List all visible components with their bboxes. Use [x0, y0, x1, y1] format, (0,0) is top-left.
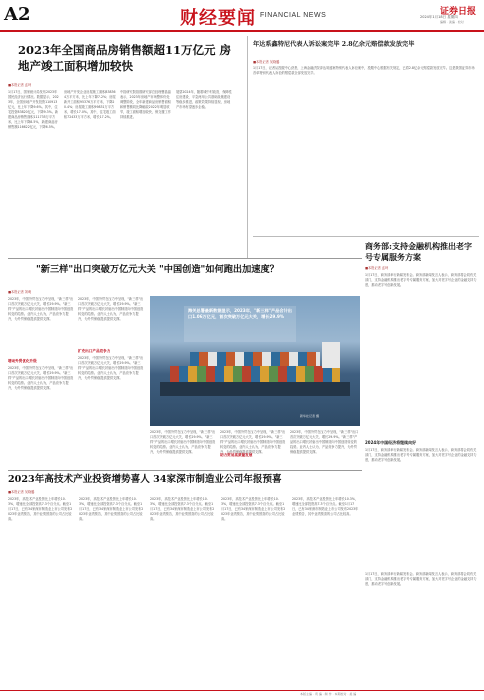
- footer-credits: 本版主编 · 责 编 · 制 作 · 本期校对 · 美 编: [300, 692, 357, 696]
- ship-hull: [160, 382, 350, 396]
- lead-col-1: 1月17日，国家统计局发布2023年国民经济运行情况。数据显示，2023年，全国房地产开发投资110913亿元，比上年下降9.6%。其中，住宅投资83820亿元，下降9.3%。新建商品房销售面积111735万平方米，比上年下降8.5%，新建商品房销售额116622亿元，下降6.5%。: [8, 90, 59, 129]
- photo-credit: 新华社记者 摄: [300, 414, 319, 418]
- bottom-col-2: 2023年，高技术产业投资比上年增长10.3%，增速比全部投资高7.3个百分点。截至1月17日，已有34家深市制造业上市公司发布2023年业绩预告，其中业绩预喜的公司占比较高。: [79, 497, 144, 521]
- right-mid-box-title: 2024年中国经济将继续向好: [365, 440, 417, 445]
- feature-col-5: 2023年，中国外贸在压力中呈现，"新三样"出口首次突破万亿元大关，增长29.9%。"新三样"产品的出口增长折射出中国制造向中国创造转变的趋势。业内人士认为，产品竞争力提升，为外贸保稳提质提供支撑。: [290, 430, 359, 454]
- feature-subhead-2: 扩充出口产品竞争力: [78, 349, 111, 353]
- feature-col-2: 2023年，中国外贸在压力中呈现，"新三样"出口首次突破万亿元大关，增长29.9%。"新三样"产品的出口增长折射出中国制造向中国创造转变的趋势。业内人士认为，产品竞争力提升，为外贸保稳提质提供支撑。: [78, 297, 144, 321]
- bottom-col-1: 2023年，高技术产业投资比上年增长10.3%，增速比全部投资高7.3个百分点。截至1月17日，已有34家深市制造业上市公司发布2023年业绩预告，其中业绩预喜的公司占比较高。: [8, 497, 73, 521]
- footer-rule: [0, 690, 484, 691]
- masthead: [0, 0, 484, 32]
- section-title-en: FINANCIAL NEWS: [260, 12, 327, 19]
- date-line: 2024年1月18日 星期四: [420, 15, 458, 19]
- bottom-byline: ■本报记者 吴晓璐: [8, 490, 35, 494]
- lead-headline: 2023年全国商品房销售额超11万亿元 房地产竣工面积增加较快: [18, 43, 232, 73]
- editor-line: 编辑 · 美编 · 校对: [440, 20, 464, 24]
- section-title-cn: 财经要闻: [180, 8, 256, 29]
- right-top-byline: ■本报记者 吴晓璐: [253, 60, 280, 64]
- lead-byline: ■本报记者 孟珂: [8, 83, 32, 87]
- right-top-headline: 年达系鑫特尼代表人诉讼案完毕 2.8亿余元赔偿款发放完毕: [253, 41, 415, 48]
- bottom-col-4: 2023年，高技术产业投资比上年增长10.3%，增速比全部投资高7.3个百分点。截至1月17日，已有34家深市制造业上市公司发布2023年业绩预告，其中业绩预喜的公司占比较高。: [221, 497, 286, 521]
- feature-col-3: 2023年，中国外贸在压力中呈现，"新三样"出口首次突破万亿元大关，增长29.9%。"新三样"产品的出口增长折射出中国制造向中国创造转变的趋势。业内人士认为，产品竞争力提升，为外贸保稳提质提供支撑。: [150, 430, 216, 454]
- bottom-col-3: 2023年，高技术产业投资比上年增长10.3%，增速比全部投资高7.3个百分点。截至1月17日，已有34家深市制造业上市公司发布2023年业绩预告，其中业绩预喜的公司占比较高。: [150, 497, 215, 521]
- feature-byline: ■本报记者 刘萌: [8, 290, 32, 294]
- paper-name: 证券日报: [440, 7, 477, 17]
- right-top-text: 1月17日，记者从投服中心获悉，上海金融法院泽达易盛案特别代表人诉讼案中，投服中心根据有关规定，已将2.8亿余元赔偿款发放完毕。这是我国证券市场首单特别代表人诉讼的赔偿款全部发放完毕。: [253, 66, 475, 75]
- page-number: A2: [4, 4, 31, 25]
- feature-rule: [8, 258, 362, 259]
- containers-row-2: [190, 352, 320, 366]
- ship-bridge: [322, 342, 340, 368]
- feature-headline: "新三样"出口突破万亿元大关 "中国创造"如何跑出加速度？: [36, 264, 279, 275]
- right-top-divider: [253, 236, 479, 237]
- right-mid-box-text: 1月17日，商务部举行新闻发布会。商务部新闻发言人表示，商务部将会同有关部门，支持金融机构推出老字号专属服务方案，加大对老字号企业的金融支持力度，推动老字号创新发展。: [365, 448, 477, 462]
- bottom-col-5: 2023年，高技术产业投资比上年增长10.3%，增速比全部投资高7.3个百分点。截至1月17日，已有34家深市制造业上市公司发布2023年业绩预告，其中业绩预喜的公司占比较高。: [292, 497, 359, 516]
- feature-col-1b: 2023年，中国外贸在压力中呈现，"新三样"出口首次突破万亿元大关，增长29.9%。"新三样"产品的出口增长折射出中国制造向中国创造转变的趋势。业内人士认为，产品竞争力提升，为外贸保稳提质提供支撑。: [8, 366, 74, 390]
- right-mid-text: 1月17日，商务部举行新闻发布会。商务部新闻发言人表示，商务部将会同有关部门，支持金融机构推出老字号专属服务方案，加大对老字号企业的金融支持力度，推动老字号创新发展。: [365, 273, 477, 287]
- right-mid-headline: 商务部:支持金融机构推出老字号专属服务方案: [365, 241, 472, 262]
- right-mid-byline: ■本报记者 孟珂: [365, 266, 389, 270]
- right-bottom-text: 1月17日，商务部举行新闻发布会。商务部新闻发言人表示，商务部将会同有关部门，支持金融机构推出老字号专属服务方案，加大对老字号企业的金融支持力度，推动老字号创新发展。: [365, 572, 477, 586]
- feature-col-1: 2023年，中国外贸在压力中呈现，"新三样"出口首次突破万亿元大关，增长29.9%。"新三样"产品的出口增长折射出中国制造向中国创造转变的趋势。业内人士认为，产品竞争力提升，为外贸保稳提质提供支撑。: [8, 297, 74, 321]
- feature-col-2b: 2023年，中国外贸在压力中呈现，"新三样"出口首次突破万亿元大关，增长29.9%。"新三样"产品的出口增长折射出中国制造向中国创造转变的趋势。业内人士认为，产品竞争力提升，为外贸保稳提质提供支撑。: [78, 356, 144, 380]
- masthead-rule: [0, 30, 484, 32]
- photo-caption: 海关总署最新数据显示，2023年，"新三样"产品合计出口1.06万亿元，首次突破万亿元大关，增长29.9%: [188, 308, 292, 319]
- feature-col-4: 2023年，中国外贸在压力中呈现，"新三样"出口首次突破万亿元大关，增长29.9%。"新三样"产品的出口增长折射出中国制造向中国创造转变的趋势。业内人士认为，产品竞争力提升，为外贸保稳提质提供支撑。: [220, 430, 286, 454]
- lead-col-3: 中指研究院指数研究部总经理曹晶晶表示，2023年房地产市场整体仍处调整阶段，全年新建商品房销售面积和销售额同比降幅较2022年明显收窄，竣工面积增加较快，保交楼工作持续推进。: [120, 90, 171, 119]
- bottom-headline: 2023年高技术产业投资增势喜人 34家深市制造业公司年报预喜: [8, 474, 282, 485]
- column-divider: [247, 36, 248, 258]
- feature-subhead-3: 助力贸易高质量发展: [220, 453, 253, 457]
- feature-bottom-rule: [8, 470, 362, 471]
- feature-photo: [150, 296, 360, 426]
- lead-col-2: 房地产开发企业房屋施工面积838364万平方米，比上年下降7.2%；房屋新开工面积95376万平方米，下降20.4%；房屋竣工面积99831万平方米，增长17.0%。其中，住宅竣工面积72433万平方米，增长17.2%。: [64, 90, 116, 119]
- containers-row-1: [170, 366, 340, 382]
- feature-subhead-1: 增动外贸优化升级: [8, 359, 37, 363]
- lead-col-4: 展望2024年，随着城中村改造、保障性住房建设、平急两用公共基础设施建设等稳步推进，政策效果持续显现，房地产市场有望逐步企稳。: [176, 90, 232, 109]
